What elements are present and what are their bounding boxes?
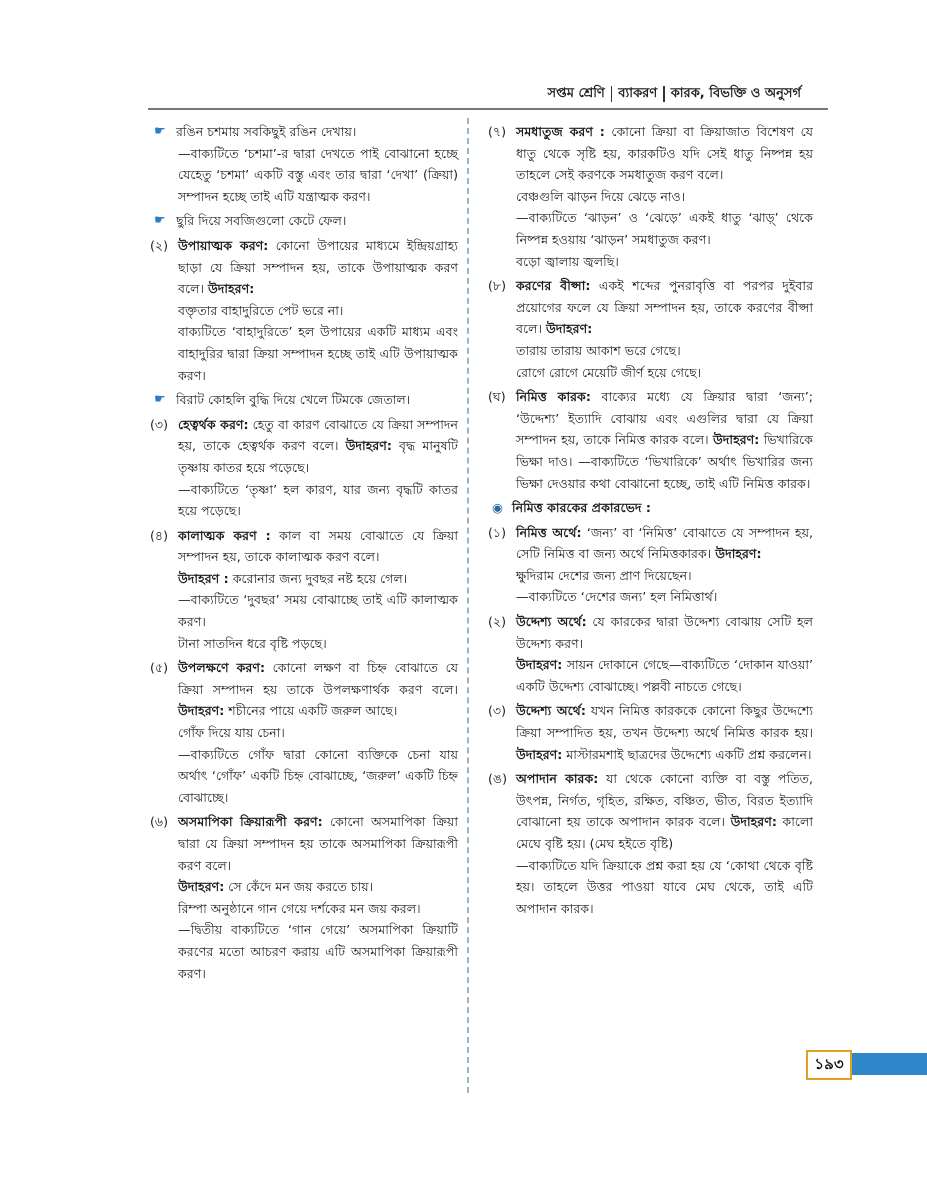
example-label: উদাহরণ: <box>516 657 563 673</box>
example-text: বেঞ্চগুলি ঝাড়ন দিয়ে ঝেড়ে নাও। <box>516 188 686 204</box>
example-label: উদাহরণ: <box>545 321 593 337</box>
definition-item: (৬) অসমাপিকা ক্রিয়ারূপী করণ: কোনো অসমাপিকা ক্রিয়া দ্বারা যে ক্রিয়া সম্পাদন হয় তাকে অসমাপিকা ক্রিয়ারূপী করণ বলে। উদাহরণ: সে কেঁদে মন জয় করতে চায়। রিম্পা অনুষ্ঠানে গান গেয়ে দর্শকের মন জয় করল। —দ্বিতীয় বাক্যটিতে ‘গান গেয়ে’ অসমাপিকা ক্রিয়াটি করণের মতো আচরণ করায় এটি অসমাপিকা ক্রিয়ারূপী করণ। <box>150 814 459 981</box>
pointing-hand-icon: ☛ <box>154 124 166 139</box>
definition-item: (২) উপায়াত্মক করণ: কোনো উপায়ের মাধ্যমে ইন্দ্রিয়গ্রাহ্য ছাড়া যে ক্রিয়া সম্পাদন হয়, তাকে উপায়াত্মক করণ বলে। উদাহরণ: বক্তৃতার বাহাদুরিতে পেট ভরে না। বাক্যটিতে ‘বাহাদুরিতে’ হল উপায়ের একটি মাধ্যম এবং বাহাদুরির দ্বারা ক্রিয়া সম্পাদন হচ্ছে তাই এটি উপায়াত্মক করণ। <box>150 237 458 383</box>
explanation: —বাক্যটিতে যদি ক্রিয়াকে প্রশ্ন করা হয় যে ‘কোথা থেকে বৃষ্টি হয়। তাহলে উত্তর পাওয়া যাবে মেঘ থেকে, তাই এটি অপাদান কারক। <box>516 857 813 916</box>
example-text: রিম্পা অনুষ্ঠানে গান গেয়ে দর্শকের মন জয় করল। <box>178 900 421 916</box>
explanation: —বাক্যটিতে ‘দুবছর’ সময় বোঝাচ্ছে তাই এটি কালাত্মক করণ। <box>178 592 458 630</box>
term-title: নিমিত্ত কারক: <box>516 389 591 405</box>
term-title: উপলক্ষণে করণ: <box>178 660 266 676</box>
definition-item: (৫) উপলক্ষণে করণ: কোনো লক্ষণ বা চিহ্ন বোঝাতে যে ক্রিয়া সম্পাদন হয় তাকে উপলক্ষণার্থক করণ বলে। উদাহরণ: শচীনের পায়ে একটি জরুল আছে। গোঁফ দিয়ে যায় চেনা। —বাক্যটিতে গোঁফ দ্বারা কোনো ব্যক্তিকে চেনা যায় অর্থাৎ ‘গোঁফ’ একটি চিহ্ন বোঝাচ্ছে, ‘জরুল’ একটি চিহ্ন বোঝাচ্ছে। <box>150 660 458 805</box>
example-text: রোগে রোগে মেয়েটি জীর্ণ হয়ে গেছে। <box>516 364 702 380</box>
example-text: তারায় তারায় আকাশ ভরে গেছে। <box>516 342 681 358</box>
example-text: টানা সাতদিন ধরে বৃষ্টি পড়ছে। <box>178 635 327 651</box>
term-title: নিমিত্ত অর্থে: <box>516 524 582 540</box>
target-circle-icon: ◉ <box>492 500 503 516</box>
subsection-heading: ◉ নিমিত্ত কারকের প্রকারভেদ : <box>488 497 813 519</box>
example-bullet: ☛ বিরাট কোহলি বুদ্ধি দিয়ে খেলে টিমকে জেতাল। <box>150 389 458 411</box>
example-text: ভিখারিকে ভিক্ষা দাও। —বাক্যটিতে ‘ভিখারিকে’ অর্থাৎ ভিখারির জন্য ভিক্ষা দেওয়ার কথা বোঝানো হচ্ছে, তাই এটি নিমিত্ত কারক। <box>516 432 813 491</box>
page-number: ১৯৩ <box>806 1050 852 1080</box>
example-text: মাস্টারমশাই ছাত্রদের উদ্দেশ্যে একটি প্রশ্ন করলেন। <box>566 746 812 762</box>
term-title: কালাত্মক করণ : <box>178 527 271 543</box>
example-text: বক্তৃতার বাহাদুরিতে পেট ভরে না। <box>178 302 344 318</box>
definition-item: (১) নিমিত্ত অর্থে: ‘জন্য’ বা ‘নিমিত্ত’ বোঝাতে যে সম্পাদন হয়, সেটি নিমিত্ত বা জন্য অর্থে নিমিত্তকারক। উদাহরণ: ক্ষুদিরাম দেশের জন্য প্রাণ দিয়েছেন। —বাক্যটিতে ‘দেশের জন্য’ হল নিমিত্তার্থ। <box>488 524 813 605</box>
explanation: —দ্বিতীয় বাক্যটিতে ‘গান গেয়ে’ অসমাপিকা ক্রিয়াটি করণের মতো আচরণ করায় এটি অসমাপিকা ক্রিয়ারূপী করণ। <box>178 922 458 981</box>
explanation: —বাক্যটিতে গোঁফ দ্বারা কোনো ব্যক্তিকে চেনা যায় অর্থাৎ ‘গোঁফ’ একটি চিহ্ন বোঝাচ্ছে, ‘জরুল’ একটি চিহ্ন বোঝাচ্ছে। <box>178 746 458 805</box>
example-label: উদাহরণ: <box>345 438 392 454</box>
example-bullet: ☛ ছুরি দিয়ে সবজিগুলো কেটে ফেল। <box>150 210 458 232</box>
term-title: অসমাপিকা ক্রিয়ারূপী করণ: <box>178 814 323 830</box>
pointing-hand-icon: ☛ <box>154 213 166 229</box>
column-divider <box>467 118 469 1093</box>
explanation: —বাক্যটিতে ‘তৃষ্ণা’ হল কারণ, যার জন্য বৃদ্ধটি কাতর হয়ে পড়েছে। <box>178 481 458 519</box>
term-title: উদ্দেশ্য অর্থে: <box>516 614 587 630</box>
term-title: অপাদান কারক: <box>516 771 599 787</box>
definition-item: (৩) উদ্দেশ্য অর্থে: যখন নিমিত্ত কারককে কোনো কিছুর উদ্দেশ্যে ক্রিয়া সম্পাদিত হয়, তখন উদ্দেশ্য অর্থে নিমিত্ত কারক হয়। উদাহরণ: মাস্টারমশাই ছাত্রদের উদ্দেশ্যে একটি প্রশ্ন করলেন। <box>488 703 813 762</box>
definition-item: (৩) হেত্বর্থক করণ: হেতু বা কারণ বোঝাতে যে ক্রিয়া সম্পাদন হয়, তাকে হেত্বর্থক করণ বলে। উদাহরণ: বৃদ্ধ মানুষটি তৃষ্ণায় কাতর হয়ে পড়েছে। —বাক্যটিতে ‘তৃষ্ণা’ হল কারণ, যার জন্য বৃদ্ধটি কাতর হয়ে পড়েছে। <box>150 416 458 519</box>
definition-item: (ঙ) অপাদান কারক: যা থেকে কোনো ব্যক্তি বা বস্তু পতিত, উৎপন্ন, নির্গত, গৃহিত, রক্ষিত, বঞ্চিত, ভীত, বিরত ইত্যাদি বোঝানো হয় তাকে অপাদান কারক বলে। উদাহরণ: কালো মেঘে বৃষ্টি হয়। (মেঘ হইতে বৃষ্টি) —বাক্যটিতে যদি ক্রিয়াকে প্রশ্ন করা হয় যে ‘কোথা থেকে বৃষ্টি হয়। তাহলে উত্তর পাওয়া যাবে মেঘ থেকে, তাই এটি অপাদান কারক। <box>488 771 813 916</box>
example-label: উদাহরণ: <box>178 879 225 895</box>
definition-item: (২) উদ্দেশ্য অর্থে: যে কারকের দ্বারা উদ্দেশ্য বোঝায় সেটি হল উদ্দেশ্য করণ। উদাহরণ: সায়ন দোকানে গেছে—বাক্যটিতে ‘দোকান যাওয়া’ একটি উদ্দেশ্য বোঝাচ্ছে। পল্লবী নাচতে গেছে। <box>488 614 813 694</box>
example-text: কালো মেঘে বৃষ্টি হয়। (মেঘ হইতে বৃষ্টি) <box>516 814 813 851</box>
header-subject: ব্যাকরণ <box>618 86 658 101</box>
example-label: উদাহরণ: <box>516 746 563 762</box>
term-title: করণের বীপ্সা: <box>516 278 591 294</box>
page-number-bar <box>848 1053 927 1075</box>
example-text: সায়ন দোকানে গেছে—বাক্যটিতে ‘দোকান যাওয়া’ একটি উদ্দেশ্য বোঝাচ্ছে। পল্লবী নাচতে গেছে। <box>516 657 813 694</box>
example-text: করোনার জন্য দুবছর নষ্ট হয়ে গেল। <box>232 570 408 586</box>
pointing-hand-icon: ☛ <box>154 392 166 408</box>
example-text: শচীনের পায়ে একটি জরুল আছে। <box>228 703 398 719</box>
example-text: গোঁফ দিয়ে যায় চেনা। <box>178 725 285 741</box>
explanation: —বাক্যটিতে ‘ঝাড়ন’ ও ‘ঝেড়ে’ একই ধাতু ‘ঝাড়্’ থেকে নিষ্পন্ন হওয়ায় ‘ঝাড়ন’ সমধাতুজ করণ। <box>516 210 813 247</box>
explanation: —বাক্যটিতে ‘চশমা’-র দ্বারা দেখতে পাই বোঝানো হচ্ছে যেহেতু ‘চশমা’ একটি বস্তু এবং তার দ্বারা ‘দেখা’ (ক্রিয়া) সম্পাদন হচ্ছে তাই এটি যন্ত্রাত্মক করণ। <box>178 145 458 204</box>
header-divider <box>663 86 665 102</box>
definition-item: (ঘ) নিমিত্ত কারক: বাক্যের মধ্যে যে ক্রিয়ার দ্বারা ‘জন্য’; ‘উদ্দেশ্য’ ইত্যাদি বোঝায় এবং এগুলির দ্বারা যে ক্রিয়া সম্পাদন হয়, তাকে নিমিত্ত কারক বলে। উদাহরণ: ভিখারিকে ভিক্ষা দাও। —বাক্যটিতে ‘ভিখারিকে’ অর্থাৎ ভিখারির জন্য ভিক্ষা দেওয়ার কথা বোঝানো হচ্ছে, তাই এটি নিমিত্ত কারক। <box>488 389 813 491</box>
definition-item: (৮) করণের বীপ্সা: একই শব্দের পুনরাবৃত্তি বা পরপর দুইবার প্রয়োগের ফলে যে ক্রিয়া সম্পাদন হয়, তাকে করণের বীপ্সা বলে। উদাহরণ: তারায় তারায় আকাশ ভরে গেছে। রোগে রোগে মেয়েটি জীর্ণ হয়ে গেছে। <box>488 278 813 380</box>
example-label: উদাহরণ: <box>715 546 762 562</box>
explanation: বাক্যটিতে ‘বাহাদুরিতে’ হল উপায়ের একটি মাধ্যম এবং বাহাদুরির দ্বারা ক্রিয়া সম্পাদন হচ্ছে তাই এটি উপায়াত্মক করণ। <box>178 324 458 383</box>
header-chapter: কারক, বিভক্তি ও অনুসর্গ <box>670 86 801 101</box>
left-column <box>150 118 458 984</box>
example-bullet: ☛ রঙিন চশমায় সবকিছুই রঙিন দেখায়। <box>150 121 458 143</box>
example-label: উদাহরণ: <box>178 703 225 719</box>
right-column <box>488 118 813 919</box>
term-title: উদ্দেশ্য অর্থে: <box>516 703 586 719</box>
example-text: বৃদ্ধ মানুষটি তৃষ্ণায় কাতর হয়ে পড়েছে। <box>178 438 458 475</box>
running-header <box>547 84 801 105</box>
term-title: উপায়াত্মক করণ: <box>178 237 269 253</box>
term-title: হেত্বর্থক করণ: <box>178 416 249 432</box>
explanation: —বাক্যটিতে ‘দেশের জন্য’ হল নিমিত্তার্থ। <box>516 589 718 605</box>
example-label: উদাহরণ: <box>207 281 255 297</box>
example-text: ক্ষুদিরাম দেশের জন্য প্রাণ দিয়েছেন। <box>516 567 692 583</box>
example-label: উদাহরণ: <box>730 814 777 830</box>
example-label: উদাহরণ : <box>178 570 229 586</box>
example-text: সে কেঁদে মন জয় করতে চায়। <box>228 879 374 895</box>
definition-item: (৭) সমধাতুজ করণ : কোনো ক্রিয়া বা ক্রিয়াজাত বিশেষণ যে ধাতু থেকে সৃষ্টি হয়, কারকটিও যদি সেই ধাতু নিষ্পন্ন হয় তাহলে সেই করণকে সমধাতুজ করণ বলে। বেঞ্চগুলি ঝাড়ন দিয়ে ঝেড়ে নাও। —বাক্যটিতে ‘ঝাড়ন’ ও ‘ঝেড়ে’ একই ধাতু ‘ঝাড়্’ থেকে নিষ্পন্ন হওয়ায় ‘ঝাড়ন’ সমধাতুজ করণ। বড়ো জ্বালায় জ্বলছি। <box>488 124 813 269</box>
header-rule <box>148 108 828 110</box>
definition-item: (৪) কালাত্মক করণ : কাল বা সময় বোঝাতে যে ক্রিয়া সম্পাদন হয়, তাকে কালাত্মক করণ বলে। উদাহরণ : করোনার জন্য দুবছর নষ্ট হয়ে গেল। —বাক্যটিতে ‘দুবছর’ সময় বোঝাচ্ছে তাই এটি কালাত্মক করণ। টানা সাতদিন ধরে বৃষ্টি পড়ছে। <box>150 527 458 651</box>
example-label: উদাহরণ: <box>713 432 760 448</box>
header-grade: সপ্তম শ্রেণি <box>547 86 605 101</box>
header-divider <box>611 86 613 102</box>
term-title: সমধাতুজ করণ : <box>516 124 605 139</box>
example-text: বড়ো জ্বালায় জ্বলছি। <box>516 253 619 269</box>
